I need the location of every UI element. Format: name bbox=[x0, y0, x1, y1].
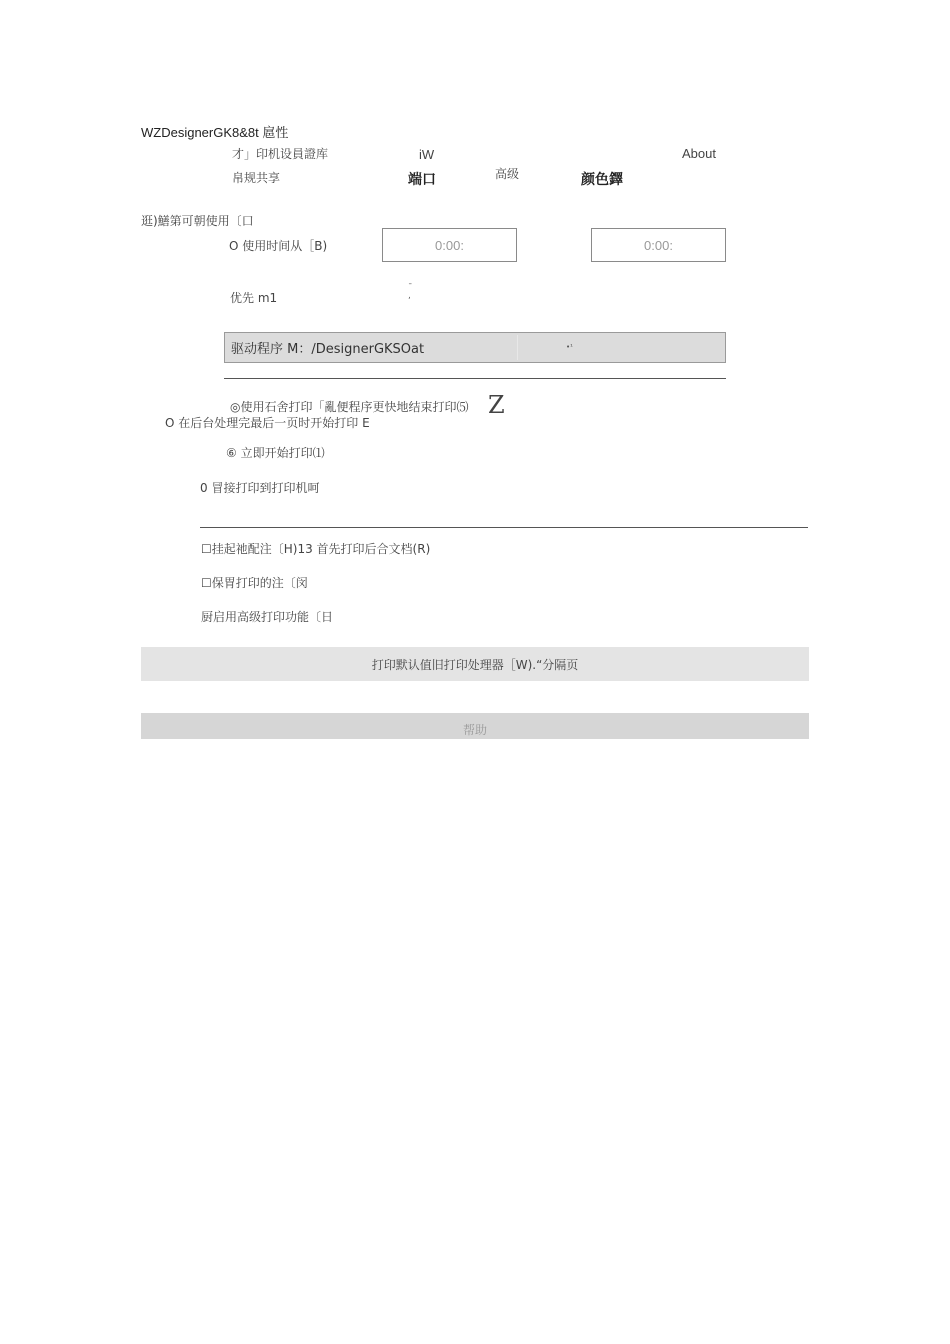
help-button-bar[interactable] bbox=[141, 713, 809, 739]
driver-separator bbox=[517, 335, 518, 360]
tab-about[interactable]: About bbox=[682, 146, 716, 161]
window-title: WZDesignerGK8&8t 扈性 bbox=[141, 125, 289, 140]
start-immediately-radio[interactable]: ⑥ 立即开始打印⑴ bbox=[226, 446, 325, 460]
to-time-input[interactable] bbox=[591, 228, 726, 262]
keep-printed-checkbox[interactable]: ☐保胃打印的注〔闵 bbox=[201, 576, 308, 590]
tab-general[interactable]: 帛规共享 bbox=[232, 171, 281, 185]
spool-mark: Z bbox=[488, 391, 505, 419]
to-time-value: 0:00: bbox=[644, 237, 673, 253]
driver-dropdown-icon[interactable]: •¹ bbox=[566, 343, 573, 351]
spool-radio[interactable]: ◎使用石舍打印「亂便程序更快地结束打印⑸ bbox=[230, 400, 469, 414]
driver-select[interactable] bbox=[224, 332, 726, 363]
tab-iw[interactable]: iW bbox=[419, 147, 435, 162]
tab-color[interactable]: 颜色鐸 bbox=[581, 172, 623, 188]
defaults-button-bar[interactable] bbox=[141, 647, 809, 681]
tab-device-settings[interactable]: 才」印机设員證库 bbox=[232, 147, 329, 161]
priority-spinner[interactable]: ¯ , bbox=[408, 283, 413, 302]
driver-label: 驱动程序 M：/DesignerGKSOat bbox=[231, 342, 425, 357]
divider-bottom bbox=[200, 527, 808, 528]
hold-mismatched-checkbox[interactable]: ☐挂起祂配注〔H)13 首先打印后合文档(R) bbox=[201, 542, 431, 556]
tab-ports[interactable]: 端口 bbox=[408, 172, 436, 188]
available-from-radio[interactable]: O 使用时间从［B) bbox=[229, 239, 328, 253]
help-button-label: 帮助 bbox=[462, 723, 487, 737]
from-time-input[interactable] bbox=[382, 228, 517, 262]
always-available-radio[interactable]: 逛)鱔第可朝使用〔口 bbox=[141, 214, 254, 228]
divider-top bbox=[224, 378, 726, 379]
advanced-features-checkbox[interactable]: 厨启用高级打印功能〔日 bbox=[201, 610, 334, 624]
defaults-button-label: 打印默认值旧打印处理器［W).“分隔页 bbox=[371, 657, 579, 672]
print-direct-radio[interactable]: 0 冒接打印到打印机呵 bbox=[200, 481, 320, 495]
priority-label: 优先 m1 bbox=[230, 291, 278, 305]
tab-advanced[interactable]: 高级 bbox=[495, 167, 520, 181]
from-time-value: 0:00: bbox=[435, 237, 464, 253]
start-after-last-page-radio[interactable]: O 在后台处理完最后一页时开始打印 E bbox=[165, 416, 370, 430]
